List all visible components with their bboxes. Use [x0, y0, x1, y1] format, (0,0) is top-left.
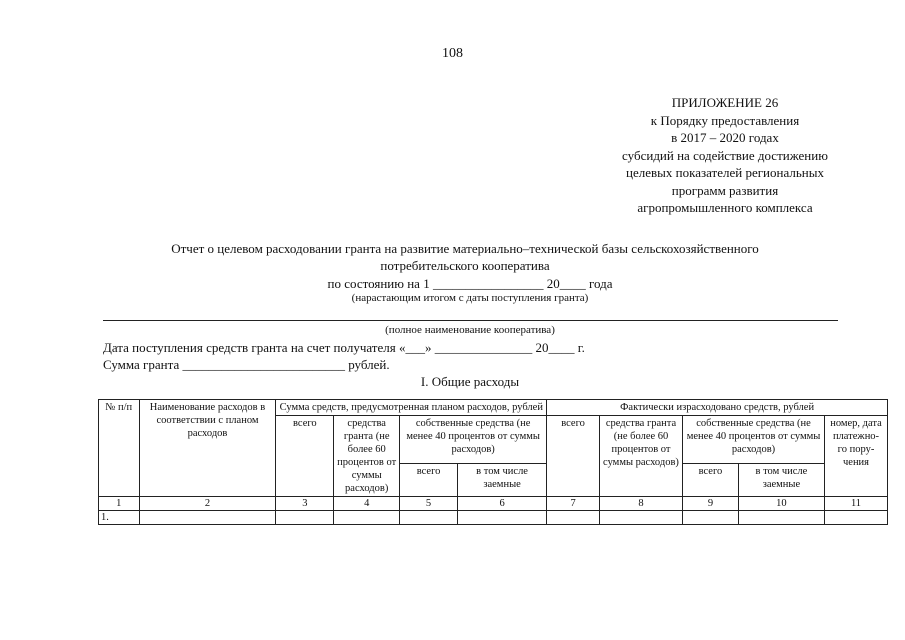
header-no: № п/п [99, 400, 140, 497]
header-payment-order: номер, дата платежно- го пору- чения [825, 416, 888, 497]
column-number: 6 [457, 497, 546, 511]
column-number: 8 [599, 497, 682, 511]
header-planned-grant-funds: средства гранта (не более 60 процентов от суммы расходов) [334, 416, 400, 497]
header-planned-amount: Сумма средств, предусмотренная планом расходов, рублей [276, 400, 547, 416]
column-number: 11 [825, 497, 888, 511]
row-number: 1. [99, 511, 140, 525]
table-cell [276, 511, 334, 525]
receipt-date-line: Дата поступления средств гранта на счет получателя «___» _______________ 20____ г. [103, 340, 585, 355]
column-number: 4 [334, 497, 400, 511]
header-expense-name: Наименование расходов в соответствии с планом расходов [139, 400, 276, 497]
table-cell [599, 511, 682, 525]
cumulative-note: (нарастающим итогом с даты поступления гранта) [351, 292, 589, 304]
appendix-line: к Порядку предоставления [650, 112, 800, 128]
header-actual-incl-borrowed: в том числе заемные [738, 463, 824, 496]
header-planned-own-total: всего [400, 463, 458, 496]
header-actual-spent: Фактически израсходовано средств, рублей [547, 400, 888, 416]
appendix-line: в 2017 – 2020 годах [671, 130, 779, 145]
table-cell [738, 511, 824, 525]
report-title-line2: потребительского кооператива [380, 258, 550, 273]
appendix-line: целевых показателей региональных [626, 165, 824, 180]
column-number: 2 [139, 497, 276, 511]
table-row [99, 511, 888, 525]
table-cell [400, 511, 458, 525]
general-expenses-table [98, 399, 888, 525]
appendix-line: программ развития [671, 182, 779, 198]
header-planned-incl-borrowed: в том числе заемные [457, 463, 546, 496]
appendix-header [560, 94, 890, 217]
header-planned-total: всего [276, 416, 334, 497]
column-number: 10 [738, 497, 824, 511]
column-number: 9 [683, 497, 739, 511]
table-cell [334, 511, 400, 525]
report-title [90, 240, 840, 274]
table-cell [139, 511, 276, 525]
column-number: 3 [276, 497, 334, 511]
coop-name-blank-line [103, 320, 838, 321]
appendix-line: агропромышленного комплекса [637, 200, 813, 215]
section-title: I. Общие расходы [420, 374, 520, 389]
appendix-line: ПРИЛОЖЕНИЕ 26 [671, 95, 779, 110]
table-cell [825, 511, 888, 525]
column-number: 7 [547, 497, 600, 511]
grant-amount-line: Сумма гранта _________________________ рублей. [103, 357, 390, 372]
table-cell [547, 511, 600, 525]
report-title-line1: Отчет о целевом расходовании гранта на развитие материально–технической базы сельскохозяйственного [171, 241, 759, 256]
header-actual-own-total: всего [683, 463, 739, 496]
appendix-line: субсидий на содействие достижению [622, 147, 828, 163]
header-actual-total: всего [547, 416, 600, 497]
column-number: 5 [400, 497, 458, 511]
table-cell [457, 511, 546, 525]
header-planned-own-funds: собственные средства (не менее 40 процентов от суммы расходов) [400, 416, 547, 464]
header-actual-grant-funds: средства гранта (не более 60 процентов от суммы расходов) [599, 416, 682, 497]
column-number: 1 [99, 497, 140, 511]
page-number: 108 [442, 46, 463, 61]
coop-name-caption: (полное наименование кооператива) [385, 324, 555, 336]
header-actual-own-funds: собственные средства (не менее 40 процентов от суммы расходов) [683, 416, 825, 464]
as-of-date-line: по состоянию на 1 _________________ 20____ года [327, 276, 613, 291]
table-cell [683, 511, 739, 525]
